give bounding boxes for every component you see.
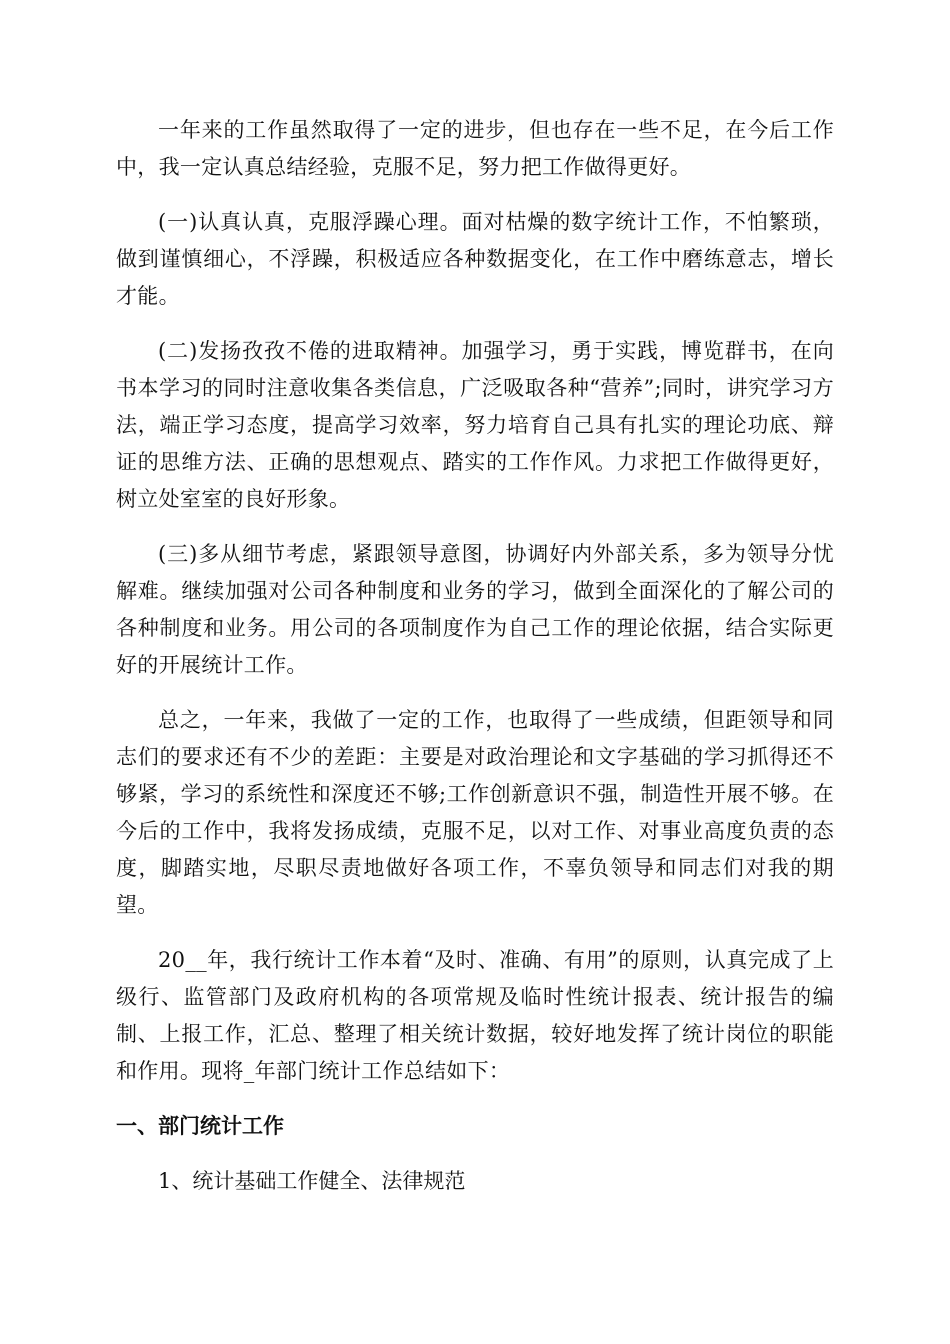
paragraph-annual-overview: 20__年，我行统计工作本着“及时、准确、有用”的原则，认真完成了上级行、监管部门及政府机构的各项常规及临时性统计报表、统计报告的编制、上报工作，汇总、整理了相关统计数据，较好地发挥了统计岗位的职能和作用。现将_年部门统计工作总结如下： [116, 948, 834, 1083]
paragraph-intro: 一年来的工作虽然取得了一定的进步，但也存在一些不足，在今后工作中，我一定认真总结经验，克服不足，努力把工作做得更好。 [116, 118, 834, 179]
paragraph-point-1: (一)认真认真，克服浮躁心理。面对枯燥的数字统计工作，不怕繁琐，做到谨慎细心，不浮躁，积极适应各种数据变化，在工作中磨练意志，增长才能。 [116, 210, 834, 308]
paragraph-point-2: (二)发扬孜孜不倦的进取精神。加强学习，勇于实践，博览群书，在向书本学习的同时注意收集各类信息，广泛吸取各种“营养”;同时，讲究学习方法，端正学习态度，提高学习效率，努力培育自己具有扎实的理论功底、辩证的思维方法、正确的思想观点、踏实的工作作风。力求把工作做得更好，树立处室室的良好形象。 [116, 339, 834, 511]
section-heading: 一、部门统计工作 [116, 1114, 284, 1138]
paragraph-point-3: (三)多从细节考虑，紧跟领导意图，协调好内外部关系，多为领导分忧解难。继续加强对公司各种制度和业务的学习，做到全面深化的了解公司的各种制度和业务。用公司的各项制度作为自己工作的理论依据，结合实际更好的开展统计工作。 [116, 542, 834, 677]
paragraph-summary: 总之，一年来，我做了一定的工作，也取得了一些成绩，但距领导和同志们的要求还有不少的差距：主要是对政治理论和文字基础的学习抓得还不够紧，学习的系统性和深度还不够;工作创新意识不强，制造性开展不够。在今后的工作中，我将发扬成绩，克服不足，以对工作、对事业高度负责的态度，脚踏实地，尽职尽责地做好各项工作，不辜负领导和同志们对我的期望。 [116, 708, 834, 917]
subsection-heading: 1、统计基础工作健全、法律规范 [158, 1169, 466, 1193]
document-body [116, 112, 834, 1218]
